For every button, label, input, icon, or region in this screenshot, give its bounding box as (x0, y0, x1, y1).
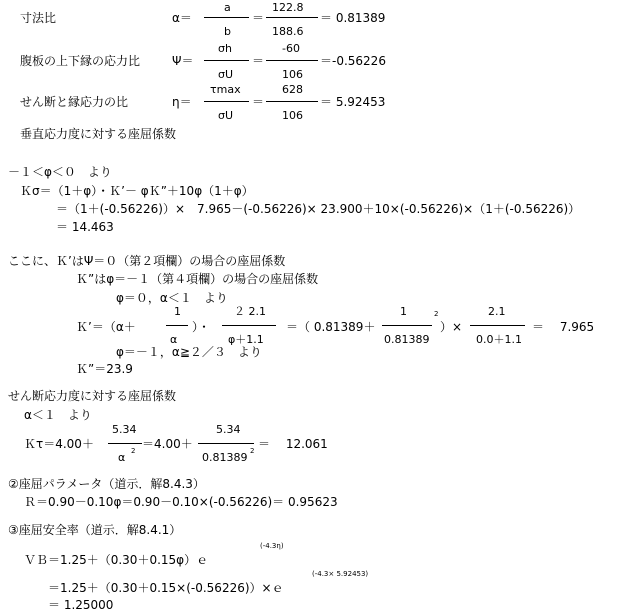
psi-lhs: Ψ＝ (172, 54, 194, 68)
eta-result: ＝ 5.92453 (320, 95, 386, 109)
k-prime-eq: ＝（ 0.81389＋ (286, 320, 376, 334)
vb-substitution-exponent: (-4.3× 5.92453) (312, 570, 369, 578)
buckling-parameter-heading: ②座屈パラメータ（道示．解8.4.3） (8, 477, 205, 491)
k-prime-lhs: Ｋ’＝（α＋ (76, 320, 136, 334)
equals: ＝ (252, 54, 265, 68)
k-sigma-substitution: ＝（1＋(-0.56226)）× 7.965－(-0.56226)× 23.900＋10×(-0.56226)×（1＋(-0.56226)） (56, 202, 581, 216)
fraction-line (266, 17, 318, 18)
note-k-double-prime: Ｋ”はφ＝－１（第４項欄）の場合の座屈係数 (76, 272, 319, 286)
shear-stress-heading: せん断応力度に対する座屈係数 (8, 389, 177, 403)
buckling-safety-heading: ③座屈安全率（道示．解8.4.1） (8, 523, 182, 537)
alpha-den: b (224, 25, 231, 38)
equals: ＝ (252, 95, 265, 109)
eta-num2: 628 (282, 83, 303, 96)
shear-ratio-label: せん断と縁応力の比 (20, 95, 129, 109)
k-prime-mid: ）・ (192, 320, 211, 334)
fraction-line (108, 443, 142, 444)
alpha-lhs: α＝ (172, 11, 192, 25)
alpha-num: a (224, 1, 231, 14)
condition-4: α＜１ より (24, 408, 92, 422)
fraction-line (166, 325, 188, 326)
k-prime-square: 2 (434, 310, 439, 318)
vb-substitution: ＝1.25＋（0.30＋0.15×(-0.56226)）×ｅ (48, 581, 284, 595)
k-tau-result: ＝ 12.061 (258, 437, 328, 451)
k-tau-f2-num: 5.34 (216, 423, 241, 436)
psi-result: ＝-0.56226 (320, 54, 386, 68)
k-double-prime-value: Ｋ”＝23.9 (76, 362, 133, 376)
k-prime-f4-num: 2.1 (488, 305, 506, 318)
k-tau-f1-num: 5.34 (112, 423, 137, 436)
fraction-line (382, 325, 432, 326)
dimension-ratio-label: 寸法比 (20, 11, 57, 25)
k-tau-f2-den: 0.81389 (202, 451, 248, 464)
k-prime-f2-den: φ＋1.1 (228, 333, 264, 346)
k-prime-result: ＝ 7.965 (532, 320, 595, 334)
k-prime-f1-den: α (170, 333, 178, 346)
normal-stress-heading: 垂直応力度に対する座屈係数 (20, 127, 177, 141)
vb-result: ＝ 1.25000 (48, 598, 114, 612)
k-tau-f1-den: α (118, 451, 126, 464)
alpha-den2: 188.6 (272, 25, 304, 38)
psi-num2: -60 (282, 42, 300, 55)
fraction-line (470, 325, 525, 326)
eta-num: τmax (210, 83, 241, 96)
stress-ratio-label: 腹板の上下縁の応力比 (20, 54, 141, 68)
note-k-prime: ここに、Ｋ’はΨ＝０（第２項欄）の場合の座屈係数 (8, 254, 286, 268)
condition-3: φ＝－１，α≧２／３ より (116, 345, 262, 359)
k-sigma-formula: Ｋσ＝（1＋φ）・Ｋ’－ φＫ”＋10φ（1＋φ） (20, 184, 254, 198)
psi-den2: 106 (282, 68, 303, 81)
alpha-num2: 122.8 (272, 1, 304, 14)
vb-exponent: (-4.3η) (260, 542, 284, 550)
equals: ＝ (252, 11, 265, 25)
r-formula: Ｒ＝0.90－0.10φ＝0.90－0.10×(-0.56226)＝ 0.95623 (24, 495, 338, 509)
alpha-result: ＝ 0.81389 (320, 11, 386, 25)
k-prime-f3-den: 0.81389 (384, 333, 430, 346)
fraction-line (204, 101, 249, 102)
k-tau-f1-square: 2 (131, 447, 136, 455)
fraction-line (204, 17, 249, 18)
vb-formula: ＶＢ＝1.25＋（0.30＋0.15φ）ｅ (24, 553, 209, 567)
fraction-line (204, 60, 249, 61)
psi-num: σh (218, 42, 232, 55)
k-prime-f2-num: ２ 2.1 (234, 305, 266, 318)
psi-den: σU (218, 68, 234, 81)
fraction-line (198, 443, 254, 444)
k-tau-lhs: Ｋτ＝4.00＋ (24, 437, 94, 451)
condition-1: －１＜φ＜０ より (8, 165, 112, 179)
fraction-line (266, 60, 318, 61)
fraction-line (266, 101, 318, 102)
condition-2: φ＝０，α＜１ より (116, 291, 228, 305)
k-prime-f4-den: 0.0＋1.1 (476, 333, 522, 346)
k-tau-eq: ＝4.00＋ (142, 437, 193, 451)
k-prime-times: ）× (440, 320, 463, 334)
k-prime-f1-num: 1 (174, 305, 181, 318)
k-tau-f2-square: 2 (250, 447, 255, 455)
k-prime-f3-num: 1 (400, 305, 407, 318)
eta-den2: 106 (282, 109, 303, 122)
k-sigma-result: ＝ 14.463 (56, 220, 114, 234)
fraction-line (222, 325, 276, 326)
eta-lhs: η＝ (172, 95, 192, 109)
eta-den: σU (218, 109, 234, 122)
